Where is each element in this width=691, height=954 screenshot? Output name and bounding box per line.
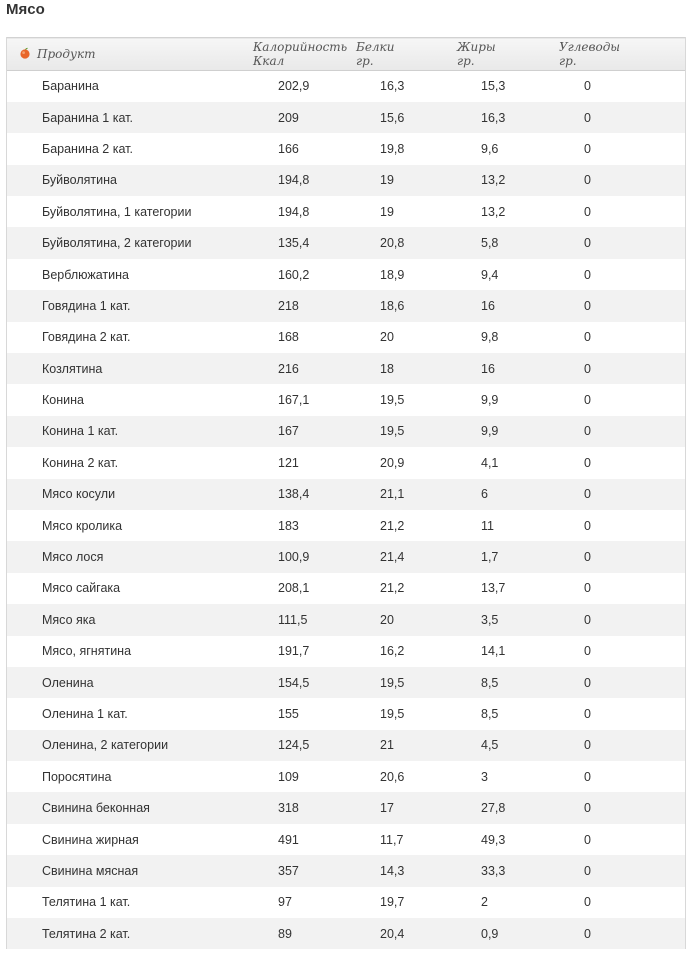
kcal-cell: 89	[278, 926, 292, 941]
kcal-cell: 218	[278, 298, 299, 313]
kcal-cell: 209	[278, 110, 299, 125]
fat-cell: 3	[481, 769, 488, 784]
protein-cell: 18,6	[380, 298, 405, 313]
product-name-cell: Свинина беконная	[42, 801, 150, 816]
product-name-cell: Баранина 2 кат.	[42, 141, 133, 156]
fat-cell: 3,5	[481, 612, 499, 627]
protein-cell: 21,2	[380, 581, 405, 596]
kcal-cell: 168	[278, 330, 299, 345]
table-row	[7, 259, 685, 290]
kcal-cell: 318	[278, 801, 299, 816]
table-row	[7, 855, 685, 886]
protein-cell: 20	[380, 330, 394, 345]
protein-cell: 19,8	[380, 141, 405, 156]
kcal-cell: 183	[278, 518, 299, 533]
carbs-cell: 0	[584, 267, 591, 282]
table-row	[7, 541, 685, 572]
carbs-cell: 0	[584, 330, 591, 345]
protein-cell: 20,8	[380, 236, 405, 251]
kcal-cell: 208,1	[278, 581, 310, 596]
fat-cell: 16	[481, 361, 495, 376]
fat-cell: 9,4	[481, 267, 499, 282]
fat-cell: 4,1	[481, 455, 499, 470]
protein-cell: 19,7	[380, 895, 405, 910]
carbs-cell: 0	[584, 612, 591, 627]
fat-cell: 2	[481, 895, 488, 910]
protein-cell: 18,9	[380, 267, 405, 282]
fat-cell: 6	[481, 487, 488, 502]
kcal-cell: 166	[278, 141, 299, 156]
carbs-cell: 0	[584, 79, 591, 94]
protein-cell: 21,2	[380, 518, 405, 533]
protein-cell: 15,6	[380, 110, 405, 125]
product-name-cell: Телятина 2 кат.	[42, 926, 131, 941]
kcal-cell: 167,1	[278, 393, 310, 408]
table-row	[7, 667, 685, 698]
table-row	[7, 71, 685, 102]
protein-cell: 21,1	[380, 487, 405, 502]
protein-cell: 20	[380, 612, 394, 627]
fat-cell: 13,2	[481, 173, 506, 188]
product-name-cell: Конина 2 кат.	[42, 455, 119, 470]
product-name-cell: Свинина мясная	[42, 863, 139, 878]
column-header-fat[interactable]	[457, 38, 559, 71]
fat-cell: 15,3	[481, 79, 506, 94]
carbs-cell: 0	[584, 173, 591, 188]
product-name-cell: Конина	[42, 393, 84, 408]
kcal-cell: 111,5	[278, 612, 308, 627]
fat-cell: 9,8	[481, 330, 499, 345]
product-name-cell: Буйволятина, 2 категории	[42, 236, 192, 251]
fat-cell: 16	[481, 298, 495, 313]
carbs-cell: 0	[584, 895, 591, 910]
table-row	[7, 479, 685, 510]
product-name-cell: Мясо яка	[42, 612, 96, 627]
kcal-cell: 138,4	[278, 487, 310, 502]
fat-cell: 49,3	[481, 832, 506, 847]
carbs-cell: 0	[584, 581, 591, 596]
kcal-cell: 202,9	[278, 79, 310, 94]
fat-cell: 14,1	[481, 644, 506, 659]
carbs-cell: 0	[584, 644, 591, 659]
protein-cell: 14,3	[380, 863, 405, 878]
carbs-cell: 0	[584, 550, 591, 565]
product-name-cell: Баранина	[42, 79, 99, 94]
carbs-cell: 0	[584, 926, 591, 941]
column-header-fat-line2: гр.	[457, 54, 475, 68]
protein-cell: 21,4	[380, 550, 405, 565]
protein-cell: 19,5	[380, 707, 405, 721]
fat-cell: 5,8	[481, 236, 499, 251]
table-row	[7, 510, 685, 541]
kcal-cell: 194,8	[278, 204, 310, 219]
product-name-cell: Говядина 2 кат.	[42, 330, 131, 345]
carbs-cell: 0	[584, 298, 591, 313]
fat-cell: 16,3	[481, 110, 506, 125]
fat-cell: 27,8	[481, 801, 506, 816]
fat-cell: 0,9	[481, 926, 499, 941]
product-name-cell: Козлятина	[42, 361, 103, 376]
column-header-carbs[interactable]	[559, 38, 685, 71]
product-name-cell: Баранина 1 кат.	[42, 110, 133, 125]
kcal-cell: 194,8	[278, 173, 310, 188]
table-row	[7, 887, 685, 918]
product-name-cell: Говядина 1 кат.	[42, 298, 131, 313]
product-name-cell: Буйволятина	[42, 173, 117, 188]
table-row	[7, 416, 685, 447]
kcal-cell: 124,5	[278, 738, 310, 753]
carbs-cell: 0	[584, 863, 591, 878]
product-name-cell: Мясо сайгака	[42, 581, 121, 596]
table-row	[7, 698, 685, 729]
product-name-cell: Оленина	[42, 675, 94, 690]
carbs-cell: 0	[584, 707, 591, 721]
table-row	[7, 384, 685, 415]
table-row	[7, 573, 685, 604]
column-header-product[interactable]	[7, 38, 253, 71]
table-row	[7, 918, 685, 949]
kcal-cell: 155	[278, 707, 299, 721]
carbs-cell: 0	[584, 393, 591, 408]
product-name-cell: Верблюжатина	[42, 267, 129, 282]
table-row	[7, 353, 685, 384]
fat-cell: 13,2	[481, 204, 506, 219]
column-header-carbs-line1: Углеводы	[559, 40, 621, 54]
product-name-cell: Оленина, 2 категории	[42, 738, 169, 753]
protein-cell: 20,6	[380, 769, 405, 784]
protein-cell: 20,4	[380, 926, 405, 941]
vegetable-icon	[19, 47, 31, 59]
product-name-cell: Оленина 1 кат.	[42, 707, 128, 721]
carbs-cell: 0	[584, 455, 591, 470]
kcal-cell: 97	[278, 895, 292, 910]
product-name-cell: Буйволятина, 1 категории	[42, 204, 192, 219]
carbs-cell: 0	[584, 204, 591, 219]
table-row	[7, 322, 685, 353]
column-header-product-label: Продукт	[37, 47, 96, 61]
protein-cell: 17	[380, 801, 394, 816]
protein-cell: 19,5	[380, 424, 405, 439]
column-header-protein[interactable]	[356, 38, 457, 71]
carbs-cell: 0	[584, 110, 591, 125]
table-row	[7, 196, 685, 227]
column-header-kcal[interactable]	[253, 38, 356, 71]
table-row	[7, 824, 685, 855]
fat-cell: 9,9	[481, 393, 499, 408]
kcal-cell: 135,4	[278, 236, 310, 251]
table-row	[7, 227, 685, 258]
kcal-cell: 491	[278, 832, 299, 847]
carbs-cell: 0	[584, 518, 591, 533]
carbs-cell: 0	[584, 141, 591, 156]
table-row	[7, 290, 685, 321]
kcal-cell: 216	[278, 361, 299, 376]
product-name-cell: Мясо косули	[42, 487, 116, 502]
page-title: Мясо	[6, 1, 45, 18]
carbs-cell: 0	[584, 236, 591, 251]
table-row	[7, 761, 685, 792]
table-header-row	[7, 38, 685, 71]
kcal-cell: 357	[278, 863, 299, 878]
fat-cell: 9,9	[481, 424, 499, 439]
protein-cell: 19	[380, 173, 394, 188]
nutrition-table-container	[6, 37, 686, 949]
fat-cell: 8,5	[481, 707, 499, 721]
product-name-cell: Мясо, ягнятина	[42, 644, 132, 659]
table-row	[7, 165, 685, 196]
protein-cell: 20,9	[380, 455, 405, 470]
protein-cell: 16,2	[380, 644, 405, 659]
product-name-cell: Конина 1 кат.	[42, 424, 119, 439]
fat-cell: 11	[481, 518, 494, 533]
product-name-cell: Телятина 1 кат.	[42, 895, 131, 910]
carbs-cell: 0	[584, 769, 591, 784]
product-name-cell: Свинина жирная	[42, 832, 139, 847]
table-row	[7, 730, 685, 761]
fat-cell: 9,6	[481, 141, 499, 156]
table-row	[7, 133, 685, 164]
protein-cell: 19	[380, 204, 394, 219]
product-name-cell: Мясо кролика	[42, 518, 123, 533]
kcal-cell: 100,9	[278, 550, 310, 565]
protein-cell: 18	[380, 361, 394, 376]
fat-cell: 33,3	[481, 863, 506, 878]
protein-cell: 19,5	[380, 675, 405, 690]
carbs-cell: 0	[584, 738, 591, 753]
carbs-cell: 0	[584, 487, 591, 502]
column-header-fat-line1: Жиры	[457, 40, 496, 54]
column-header-protein-line2: гр.	[356, 54, 374, 68]
column-header-carbs-line2: гр.	[559, 54, 577, 68]
carbs-cell: 0	[584, 675, 591, 690]
column-header-kcal-line1: Калорийность	[253, 40, 348, 54]
fat-cell: 13,7	[481, 581, 506, 596]
table-row	[7, 604, 685, 635]
fat-cell: 4,5	[481, 738, 499, 753]
kcal-cell: 121	[278, 455, 299, 470]
table-row	[7, 792, 685, 823]
carbs-cell: 0	[584, 424, 591, 439]
protein-cell: 11,7	[380, 832, 404, 847]
table-row	[7, 447, 685, 478]
fat-cell: 1,7	[481, 550, 499, 565]
table-row	[7, 102, 685, 133]
fat-cell: 8,5	[481, 675, 499, 690]
protein-cell: 16,3	[380, 79, 405, 94]
kcal-cell: 167	[278, 424, 299, 439]
protein-cell: 21	[380, 738, 394, 753]
protein-cell: 19,5	[380, 393, 405, 408]
kcal-cell: 154,5	[278, 675, 310, 690]
table-row	[7, 636, 685, 667]
table-body	[7, 71, 685, 950]
product-name-cell: Мясо лося	[42, 550, 104, 565]
column-header-protein-line1: Белки	[356, 40, 395, 54]
product-name-cell: Поросятина	[42, 769, 112, 784]
nutrition-table	[7, 37, 685, 949]
kcal-cell: 191,7	[278, 644, 310, 659]
kcal-cell: 160,2	[278, 267, 310, 282]
kcal-cell: 109	[278, 769, 299, 784]
carbs-cell: 0	[584, 801, 591, 816]
carbs-cell: 0	[584, 361, 591, 376]
column-header-kcal-line2: Ккал	[253, 54, 285, 68]
carbs-cell: 0	[584, 832, 591, 847]
